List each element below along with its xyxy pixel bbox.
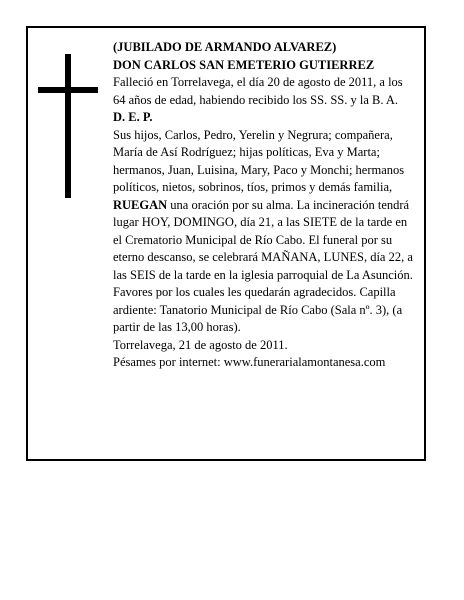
death-notice: Falleció en Torrelavega, el día 20 de agosto de 2011, a los 64 años de edad, habiendo recibido los SS. SS. y la B. A. xyxy=(113,75,403,107)
ruegan-text: una oración por su alma. La incineración tendrá lugar HOY, DOMINGO, día 21, a las SIETE de la tarde en el Crematorio Municipal de Río Cabo. El funeral por su eterno descanso, se celebrará MAÑANA, LUNES, día 22, a las SEIS de la tarde en la iglesia parroquial de La Asunción. Favores por los cuales les quedarán agradecidos. Capilla ardiente: Tanatorio Municipal de Río Cabo (Sala nº. 3), (a partir de las 13,00 horas). xyxy=(113,197,413,334)
obituary-text xyxy=(113,39,413,372)
place-date: Torrelavega, 21 de agosto de 2011. xyxy=(113,337,288,352)
cross-icon xyxy=(38,54,98,198)
condolences-web: Pésames por internet: www.funerarialamontanesa.com xyxy=(113,355,386,369)
family-list: Sus hijos, Carlos, Pedro, Yerelin y Negrura; compañera, María de Así Rodríguez; hijas políticas, Eva y Marta; hermanos, Juan, Luisina, Mary, Paco y Monchi; hermanos políticos, nietos, sobrinos, tíos, primos y demás familia, xyxy=(113,127,405,194)
rip-abbreviation: D. E. P. xyxy=(113,110,153,124)
deceased-name: DON CARLOS SAN EMETERIO GUTIERREZ xyxy=(113,57,375,72)
ruegan-paragraph xyxy=(113,197,413,337)
nickname: (JUBILADO DE ARMANDO ALVAREZ) xyxy=(113,40,337,54)
ruegan-word: RUEGAN xyxy=(113,197,168,212)
